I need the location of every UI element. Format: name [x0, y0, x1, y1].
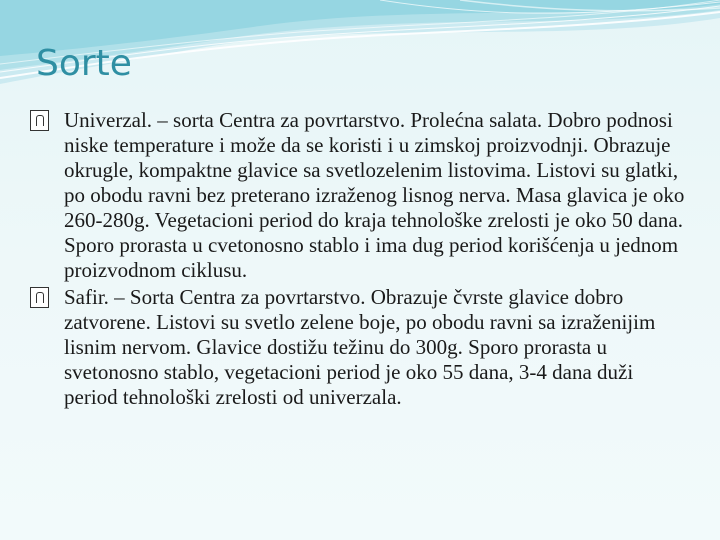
- bullet-text: Univerzal. – sorta Centra za povrtarstvo. Prolećna salata. Dobro podnosi niske temperature i može da se koristi i u zimskoj proizvodnji. Obrazuje okrugle, kompaktne glavice sa svetlozelenim listovima. Listovi su glatki, po obodu ravni bez preterano izraženog lisnog nerva. Masa glavica je oko 260-280g. Vegetacioni period do kraja tehnološke zrelosti je oko 50 dana. Sporo prorasta u cvetonosno stablo i ima dug period korišćenja u jednom proizvodnom ciklusu.: [64, 108, 685, 282]
- slide-title: Sorte: [36, 43, 132, 84]
- slide-body: [30, 108, 690, 412]
- missing-glyph-icon: [30, 287, 49, 308]
- bullet-item-univerzal: [30, 108, 690, 283]
- missing-glyph-icon: [30, 110, 49, 131]
- bullet-item-safir: [30, 285, 690, 410]
- bullet-text: Safir. – Sorta Centra za povrtarstvo. Obrazuje čvrste glavice dobro zatvorene. Listovi su svetlo zelene boje, po obodu ravni sa izraženijim lisnim nervom. Glavice dostižu težinu do 300g. Sporo prorasta u svetonosno stablo, vegetacioni period je oko 55 dana, 3-4 dana duži period tehnološki zrelosti od univerzala.: [64, 285, 656, 409]
